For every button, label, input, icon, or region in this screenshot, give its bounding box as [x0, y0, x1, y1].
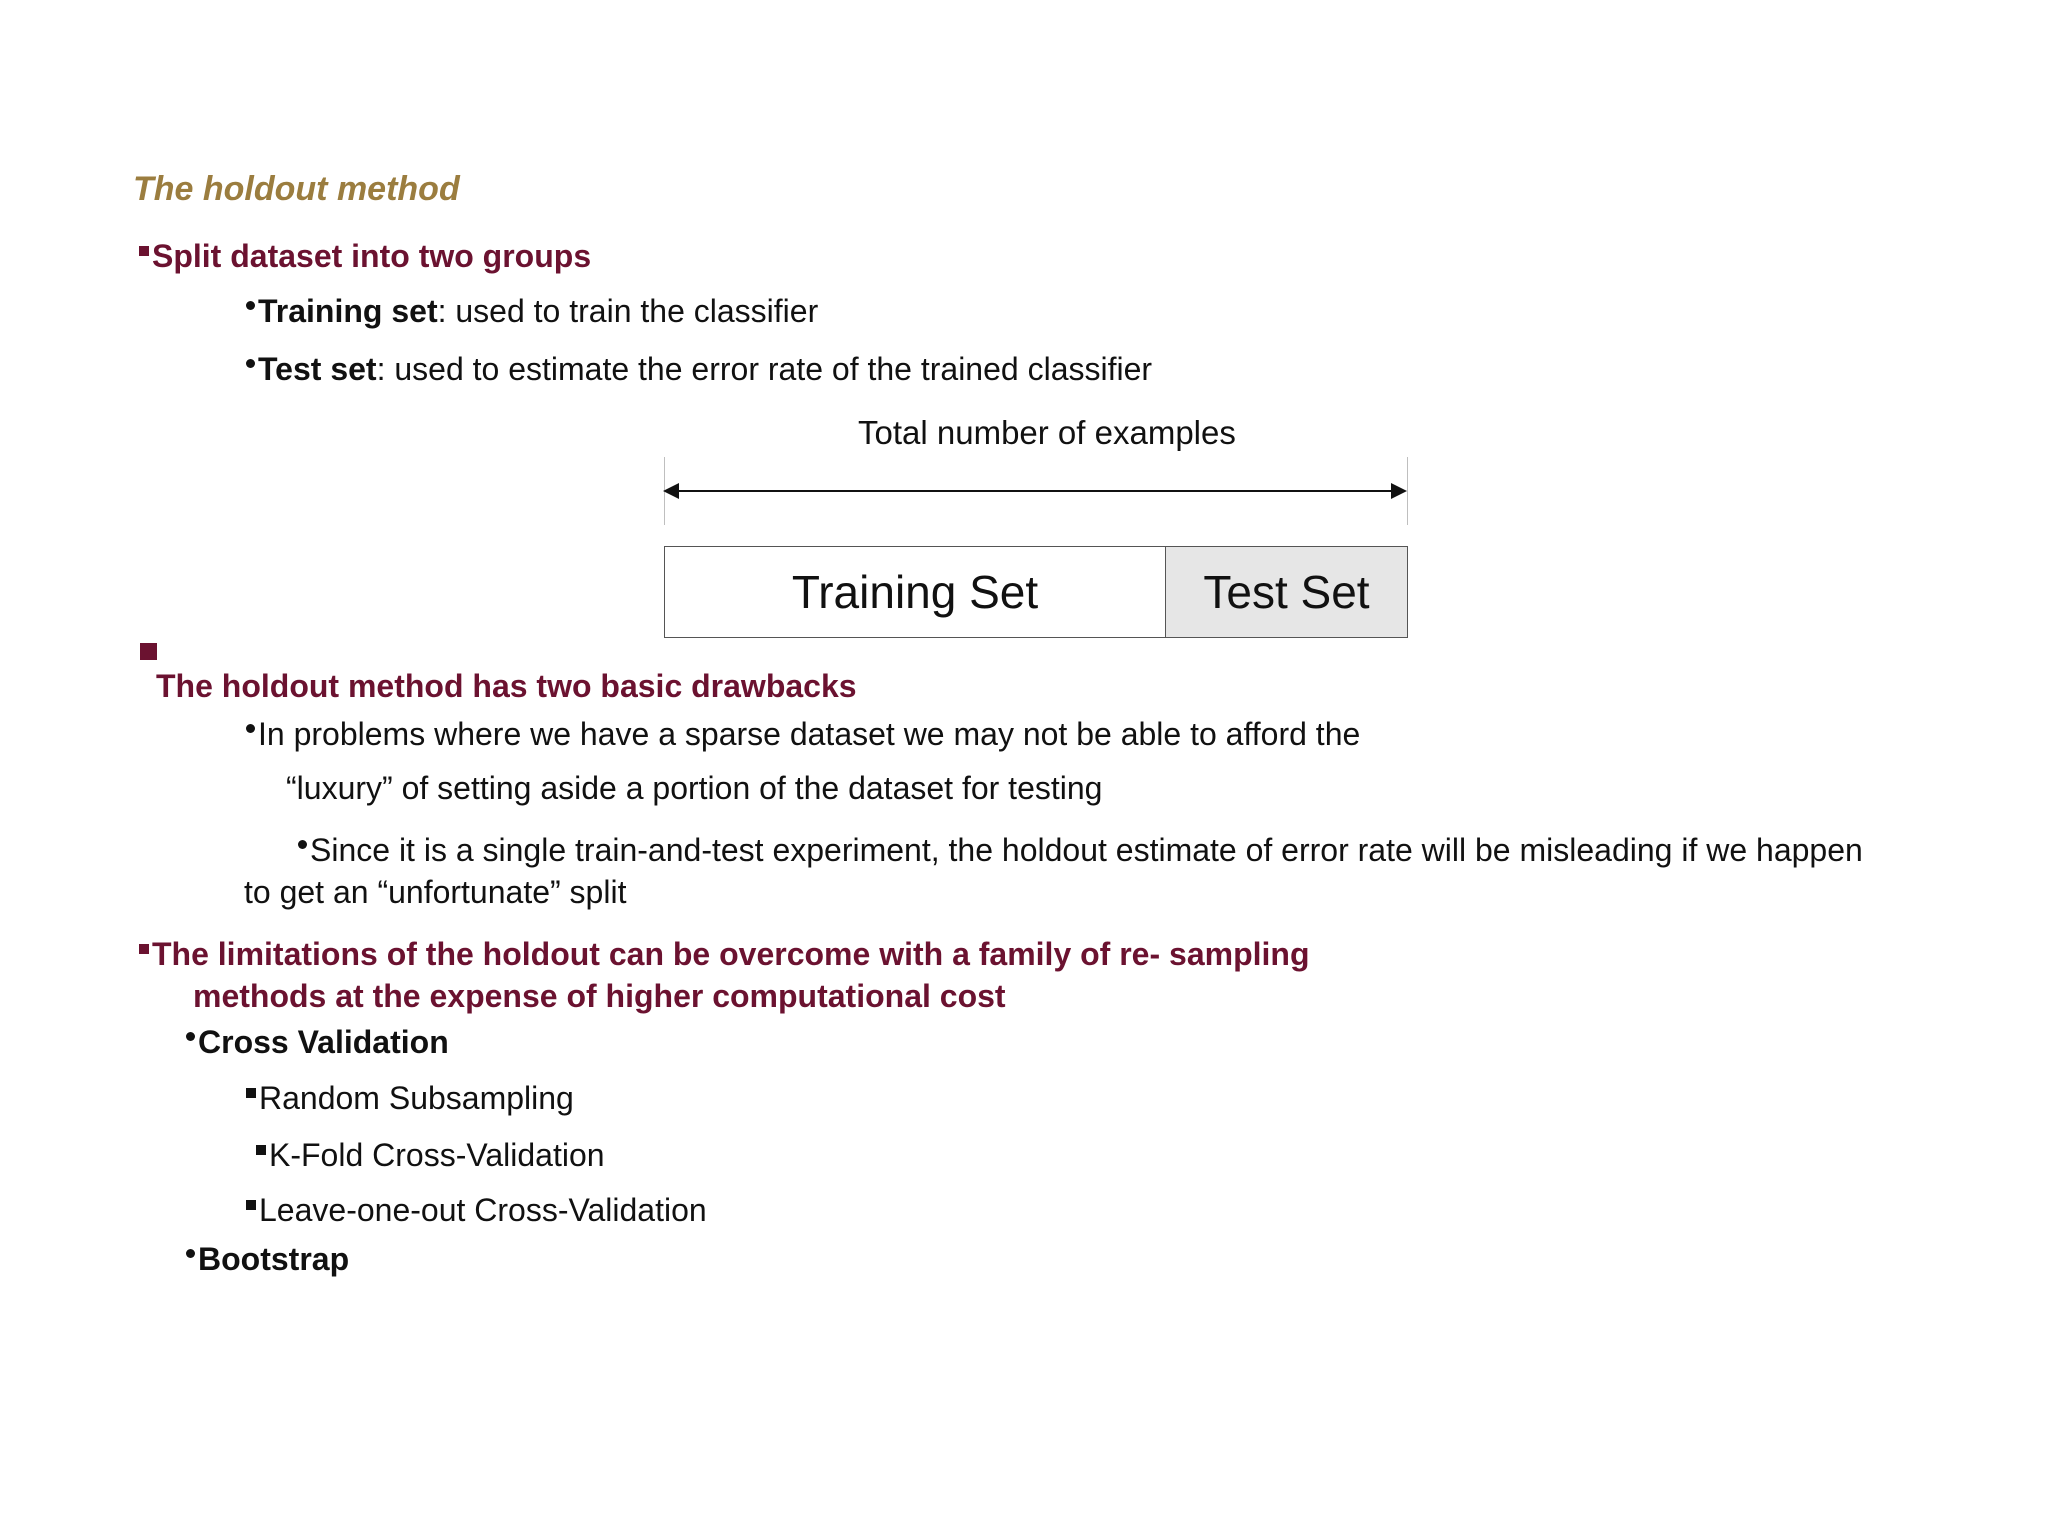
section3-heading-line-1: The limitations of the holdout can be overcome with a family of re- sampling: [139, 936, 1309, 973]
bullet-icon: [246, 301, 255, 310]
training-set-box: Training Set: [664, 546, 1166, 638]
list-item-training-set: [246, 293, 818, 330]
diagram-right-tick: [1407, 457, 1408, 525]
drawback-1-line-1: In problems where we have a sparse dataset we may not be able to afford the: [246, 716, 1360, 753]
cv-item-k-fold: K-Fold Cross-Validation: [256, 1137, 605, 1174]
square-bullet-icon: [246, 1088, 256, 1098]
section2-heading: The holdout method has two basic drawbacks: [156, 668, 857, 704]
diagram-caption: Total number of examples: [858, 414, 1236, 451]
desc-training-set: : used to train the classifier: [437, 293, 819, 329]
cv-item-leave-one-out: Leave-one-out Cross-Validation: [246, 1192, 707, 1229]
drawback-2-line-1: Since it is a single train-and-test experiment, the holdout estimate of error rate will be misleading if we happen: [298, 832, 1863, 869]
bullet-icon: [246, 724, 255, 733]
arrow-right-icon: [1391, 483, 1407, 499]
cross-validation-item: Cross Validation: [186, 1024, 449, 1061]
square-bullet-icon: [246, 1200, 256, 1210]
drawback-1-line-2: “luxury” of setting aside a portion of the dataset for testing: [286, 770, 1103, 806]
test-set-box: Test Set: [1165, 546, 1408, 638]
square-bullet-icon: [139, 246, 149, 256]
drawback-2-line-2: to get an “unfortunate” split: [244, 874, 627, 910]
desc-test-set: : used to estimate the error rate of the trained classifier: [376, 351, 1153, 387]
cv-item-random-subsampling: Random Subsampling: [246, 1080, 574, 1117]
bullet-icon: [246, 359, 255, 368]
square-bullet-icon: [139, 944, 149, 954]
bullet-icon: [186, 1249, 195, 1258]
bootstrap-item: Bootstrap: [186, 1241, 349, 1278]
term-training-set: Training set: [258, 293, 438, 329]
bullet-icon: [186, 1032, 195, 1041]
diagram-arrow-line: [668, 490, 1396, 492]
bullet-icon: [298, 840, 307, 849]
square-bullet-icon: [256, 1145, 266, 1155]
section3-heading-line-2: methods at the expense of higher computational cost: [193, 978, 1006, 1014]
page-title: The holdout method: [133, 170, 460, 208]
square-bullet-icon: [140, 643, 157, 660]
section1-heading: Split dataset into two groups: [139, 238, 591, 275]
arrow-left-icon: [663, 483, 679, 499]
term-test-set: Test set: [258, 351, 377, 387]
list-item-test-set: [246, 351, 1152, 388]
